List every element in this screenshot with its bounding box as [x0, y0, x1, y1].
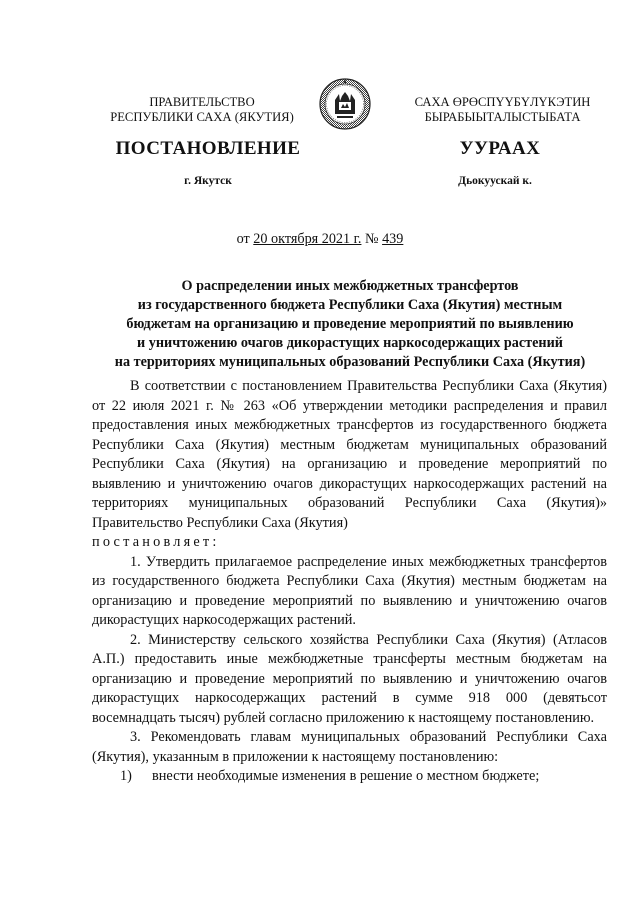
sub-item-1	[92, 767, 607, 787]
header-left-line1: ПРАВИТЕЛЬСТВО	[149, 95, 255, 109]
clause-2: 2. Министерству сельского хозяйства Республики Саха (Якутия) (Атласов А.П.) предоставить иные межбюджетные трансферты местным бюджетам на организацию и проведение мероприятий по выявлению и уничтожению очагов дикорастущих наркосодержащих растений в сумме 918 000 (девятьсот восемнадцать тысяч) рублей согласно приложению к настоящему постановлению.	[92, 631, 607, 726]
document-date: 20 октября 2021 г.	[253, 231, 362, 247]
date-prefix: от	[236, 231, 254, 247]
header-left-line2: РЕСПУБЛИКИ САХА (ЯКУТИЯ)	[110, 110, 294, 124]
document-number: 439	[382, 231, 404, 247]
document-title	[95, 277, 605, 372]
header-right-line2: БЫРАБЫЫТАЛЫСТЫБАТА	[424, 110, 581, 124]
sub-item-text: внести необходимые изменения в решение о местном бюджете;	[152, 768, 540, 784]
title-line: на территориях муниципальных образований Республики Саха (Якутия)	[114, 354, 586, 370]
title-line: бюджетам на организацию и проведение мероприятий по выявлению	[126, 316, 574, 332]
sub-item-number: 1)	[120, 768, 132, 784]
clause-1: 1. Утвердить прилагаемое распределение иных межбюджетных трансфертов из государственного бюджета Республики Саха (Якутия) местным бюджетам на организацию и проведение мероприятий по выявлению и уничтожению очагов дикорастущих наркосодержащих растений.	[92, 553, 607, 628]
document-body	[92, 377, 607, 787]
doc-type-russian: ПОСТАНОВЛЕНИЕ	[115, 138, 301, 159]
date-number-line	[0, 231, 640, 248]
clause-3: 3. Рекомендовать главам муниципальных образований Республики Саха (Якутия), указанным в приложении к настоящему постановлению:	[92, 729, 607, 765]
number-label: №	[361, 231, 383, 247]
resolves-word: постановляет:	[92, 534, 220, 550]
city-russian: г. Якутск	[184, 175, 232, 187]
title-line: из государственного бюджета Республики Саха (Якутия) местным	[137, 297, 563, 313]
header-left-block	[92, 95, 312, 125]
title-line: и уничтожению очагов дикорастущих наркосодержащих растений	[137, 335, 563, 351]
title-line: О распределении иных межбюджетных трансфертов	[181, 278, 519, 294]
preamble-paragraph: В соответствии с постановлением Правительства Республики Саха (Якутия) от 22 июля 2021 г. № 263 «Об утверждении методики распределения и правил предоставления иных межбюджетных трансфертов из государственного бюджета Республики Саха (Якутия) местным бюджетам муниципальных образований Республики Саха (Якутия) на организацию и проведение мероприятий по выявлению и уничтожению очагов дикорастущих наркосодержащих растений на территориях муниципальных образований Республики Саха (Якутия)» Правительство Республики Саха (Якутия)	[92, 378, 607, 531]
header-right-line1: САХА ӨРӨСПҮҮБҮЛҮКЭТИН	[414, 95, 591, 109]
city-yakut: Дьокуускай к.	[458, 175, 532, 187]
doc-type-yakut: УУРААХ	[459, 138, 541, 159]
coat-of-arms-icon	[318, 74, 372, 134]
header-right-block	[380, 95, 625, 125]
